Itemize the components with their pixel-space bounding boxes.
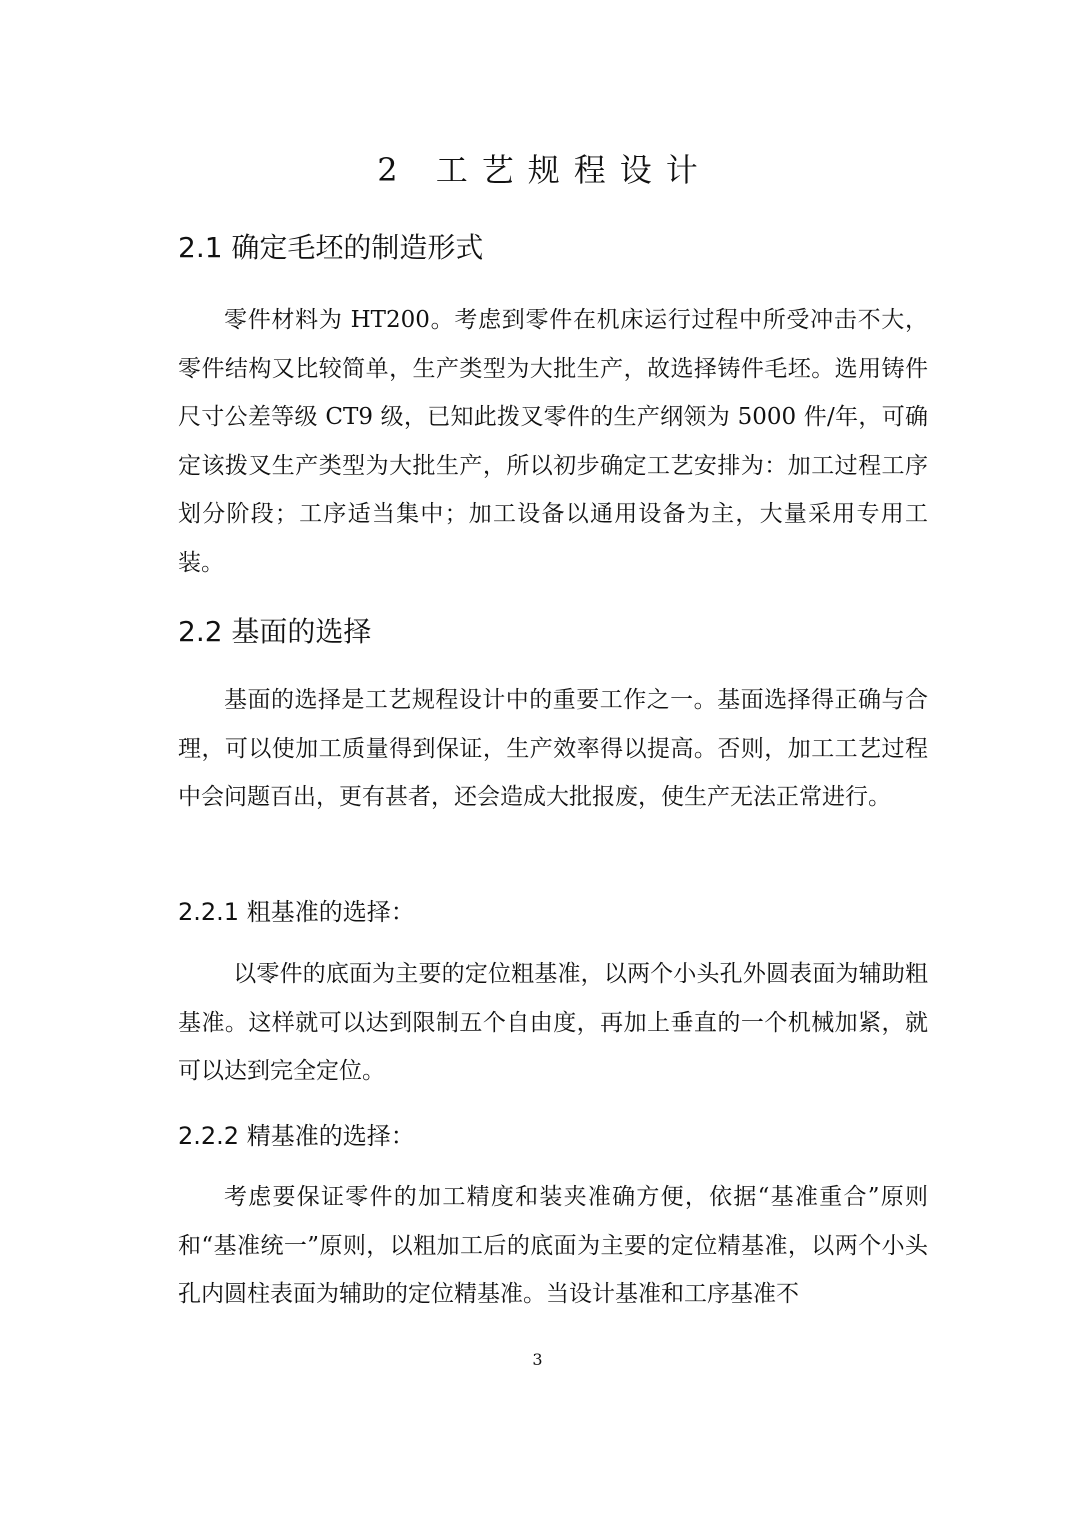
section-heading-2-1: 2.1 确定毛坯的制造形式	[178, 231, 484, 264]
section-body-2-1: 零件材料为 HT200。考虑到零件在机床运行过程中所受冲击不大，零件结构又比较简单，生产类型为大批生产，故选择铸件毛坯。选用铸件尺寸公差等级 CT9 级，已知此拨叉零件的生产纲领为 5000 件/年，可确定该拨叉生产类型为大批生产，所以初步确定工艺安排为：加工过程工序划分阶段；工序适当集中；加工设备以通用设备为主，大量采用专用工装。	[178, 307, 928, 576]
section-heading-2-2-1: 2.2.1 粗基准的选择：	[178, 898, 415, 926]
page-number: 3	[532, 1350, 543, 1369]
section-body-2-2-2: 考虑要保证零件的加工精度和装夹准确方便，依据“基准重合”原则和“基准统一”原则，以粗加工后的底面为主要的定位精基准，以两个小头孔内圆柱表面为辅助的定位精基准。当设计基准和工序基准不	[178, 1184, 928, 1307]
section-body-2-2: 基面的选择是工艺规程设计中的重要工作之一。基面选择得正确与合理，可以使加工质量得到保证，生产效率得以提高。否则，加工工艺过程中会问题百出，更有甚者，还会造成大批报废，使生产无法正常进行。	[178, 687, 928, 810]
section-body-2-2-1: 以零件的底面为主要的定位粗基准，以两个小头孔外圆表面为辅助粗基准。这样就可以达到限制五个自由度，再加上垂直的一个机械加紧，就可以达到完全定位。	[178, 961, 928, 1084]
chapter-title: 2 工艺规程设计	[377, 151, 712, 189]
section-heading-2-2: 2.2 基面的选择	[178, 615, 372, 648]
section-heading-2-2-2: 2.2.2 精基准的选择：	[178, 1122, 415, 1150]
